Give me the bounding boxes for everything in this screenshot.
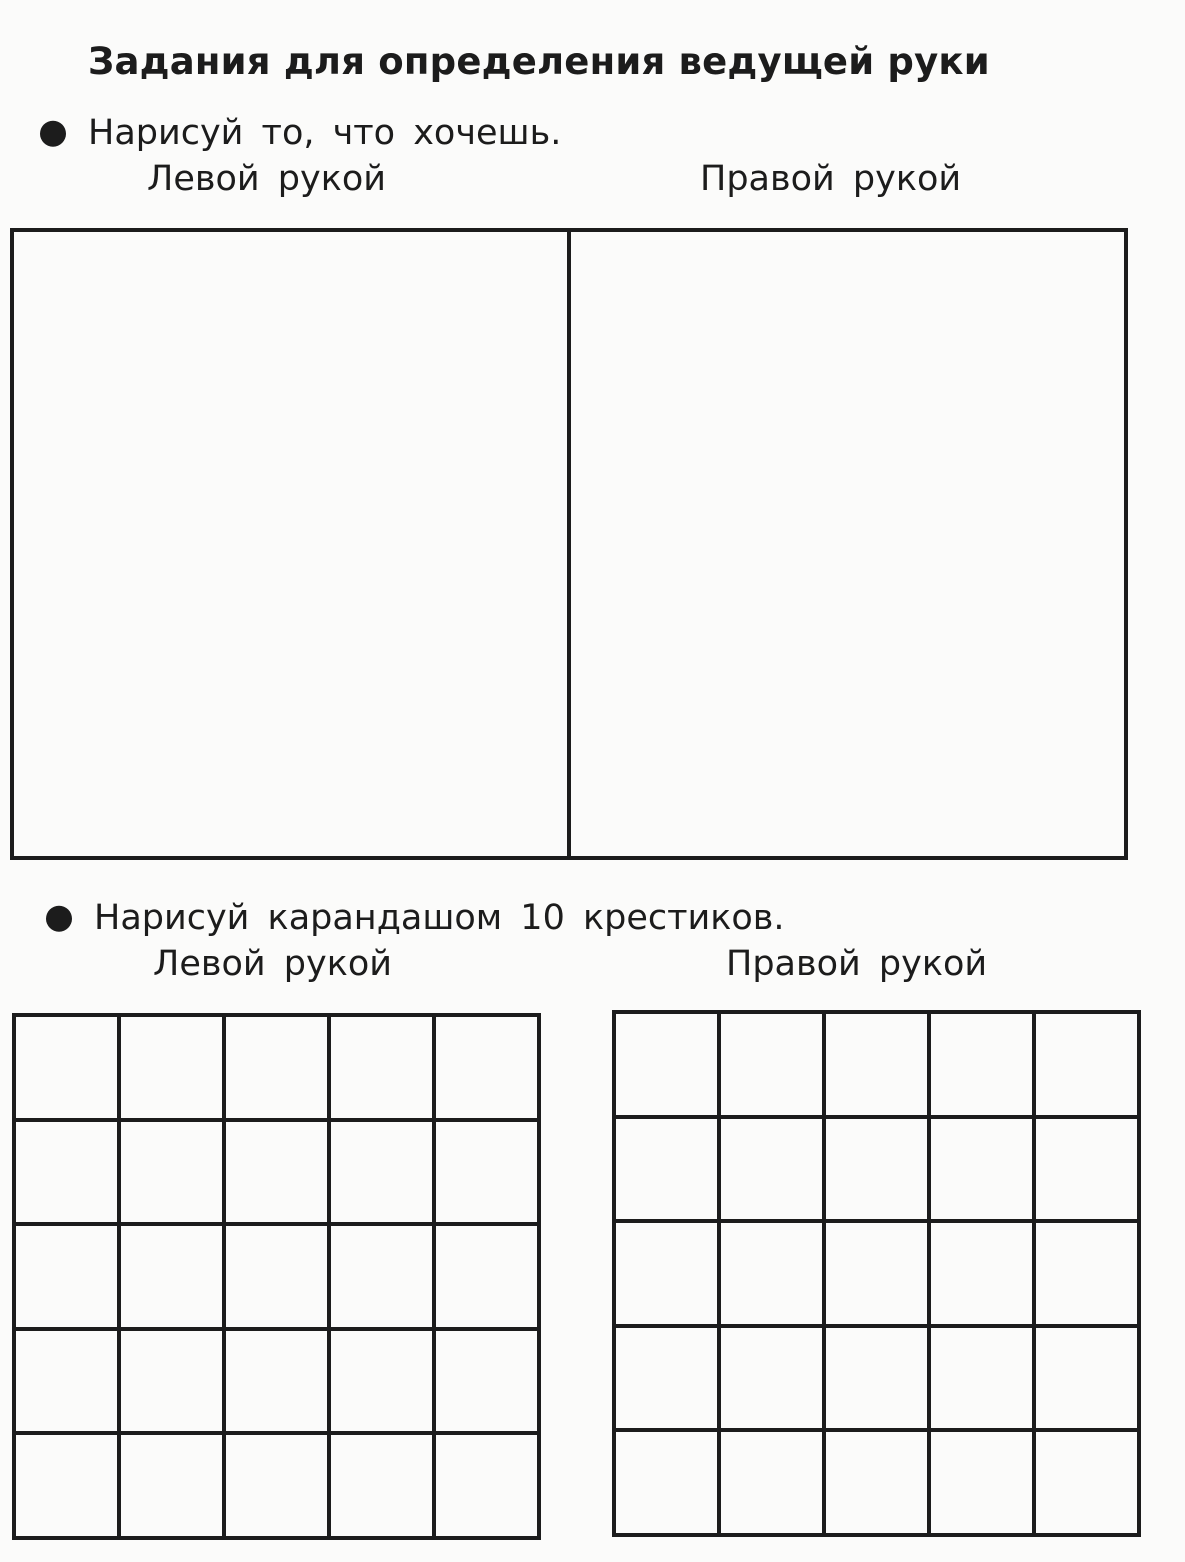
bullet-icon <box>40 121 66 147</box>
task2-right-label: Правой рукой <box>726 944 988 984</box>
task1-instruction-text: Нарисуй то, что хочешь. <box>88 113 562 153</box>
grid-cell[interactable] <box>121 1226 226 1331</box>
grid-cell[interactable] <box>721 1223 826 1328</box>
grid-cell[interactable] <box>1036 1223 1141 1328</box>
task2-instruction-text: Нарисуй карандашом 10 крестиков. <box>94 898 785 938</box>
right-hand-cross-grid <box>612 1010 1141 1537</box>
grid-cell[interactable] <box>331 1435 436 1540</box>
grid-cell[interactable] <box>826 1432 931 1537</box>
task2-left-label: Левой рукой <box>153 944 392 984</box>
grid-cell[interactable] <box>721 1328 826 1433</box>
grid-cell[interactable] <box>931 1223 1036 1328</box>
grid-cell[interactable] <box>226 1435 331 1540</box>
grid-cell[interactable] <box>226 1122 331 1227</box>
right-hand-drawing-area[interactable] <box>567 228 1128 860</box>
grid-cell[interactable] <box>436 1331 541 1436</box>
left-hand-drawing-area[interactable] <box>10 228 571 860</box>
grid-cell[interactable] <box>616 1119 721 1224</box>
grid-cell[interactable] <box>1036 1328 1141 1433</box>
grid-cell[interactable] <box>121 1122 226 1227</box>
grid-cell[interactable] <box>616 1328 721 1433</box>
grid-cell[interactable] <box>616 1223 721 1328</box>
grid-cell[interactable] <box>331 1017 436 1122</box>
grid-cell[interactable] <box>826 1223 931 1328</box>
grid-cell[interactable] <box>1036 1432 1141 1537</box>
grid-cell[interactable] <box>721 1432 826 1537</box>
grid-cell[interactable] <box>16 1122 121 1227</box>
grid-cell[interactable] <box>436 1226 541 1331</box>
grid-cell[interactable] <box>931 1328 1036 1433</box>
task1-right-label: Правой рукой <box>700 159 962 199</box>
left-hand-cross-grid <box>12 1013 541 1540</box>
grid-cell[interactable] <box>226 1331 331 1436</box>
grid-cell[interactable] <box>226 1017 331 1122</box>
drawing-area-divider <box>567 228 571 860</box>
grid-cell[interactable] <box>826 1119 931 1224</box>
grid-cell[interactable] <box>16 1017 121 1122</box>
grid-cell[interactable] <box>331 1226 436 1331</box>
grid-cell[interactable] <box>931 1432 1036 1537</box>
grid-cell[interactable] <box>721 1119 826 1224</box>
grid-cell[interactable] <box>931 1119 1036 1224</box>
grid-cell[interactable] <box>16 1331 121 1436</box>
grid-cell[interactable] <box>121 1435 226 1540</box>
grid-cell[interactable] <box>121 1331 226 1436</box>
grid-cell[interactable] <box>16 1435 121 1540</box>
grid-cell[interactable] <box>331 1331 436 1436</box>
bullet-icon <box>46 906 72 932</box>
grid-cell[interactable] <box>436 1122 541 1227</box>
grid-cell[interactable] <box>16 1226 121 1331</box>
grid-cell[interactable] <box>826 1328 931 1433</box>
grid-cell[interactable] <box>436 1435 541 1540</box>
page-title: Задания для определения ведущей руки <box>88 40 990 83</box>
grid-cell[interactable] <box>436 1017 541 1122</box>
grid-cell[interactable] <box>331 1122 436 1227</box>
grid-cell[interactable] <box>616 1432 721 1537</box>
grid-cell[interactable] <box>616 1014 721 1119</box>
grid-cell[interactable] <box>1036 1014 1141 1119</box>
grid-cell[interactable] <box>931 1014 1036 1119</box>
grid-cell[interactable] <box>121 1017 226 1122</box>
task1-left-label: Левой рукой <box>147 159 386 199</box>
grid-cell[interactable] <box>721 1014 826 1119</box>
grid-cell[interactable] <box>826 1014 931 1119</box>
grid-cell[interactable] <box>226 1226 331 1331</box>
grid-cell[interactable] <box>1036 1119 1141 1224</box>
